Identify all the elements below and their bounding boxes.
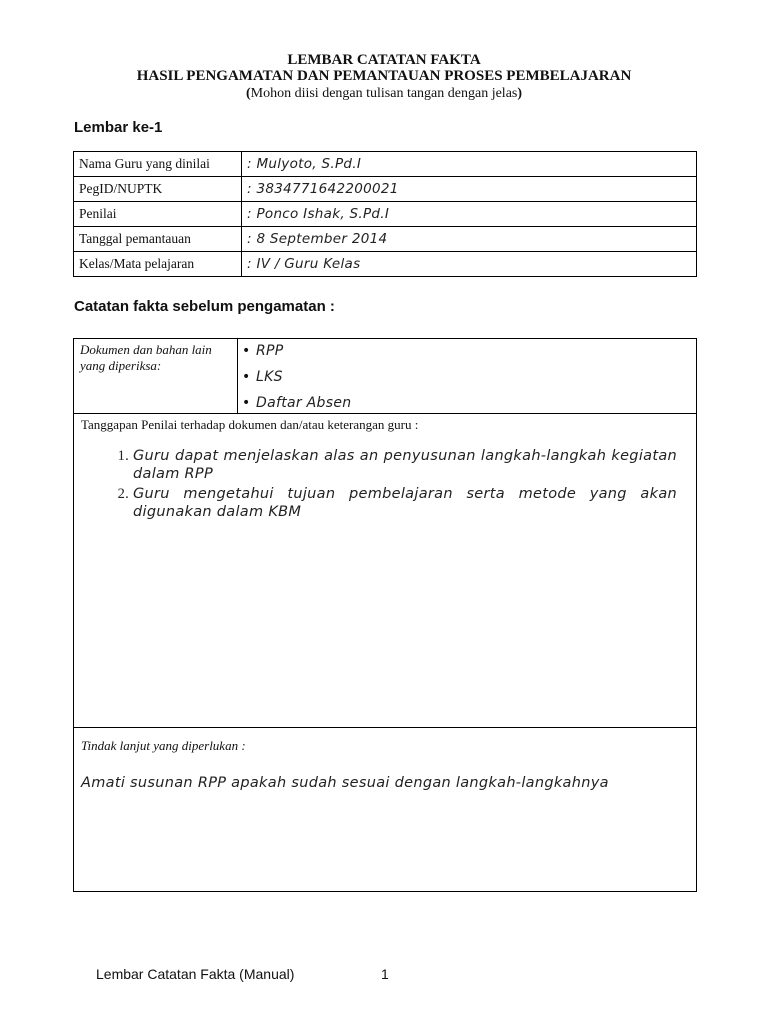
info-label: Nama Guru yang dinilai — [74, 152, 242, 177]
footer-text: Lembar Catatan Fakta (Manual) — [96, 966, 295, 982]
document-item: RPP — [256, 343, 284, 359]
bullet-icon: • — [242, 369, 251, 385]
info-label: Kelas/Mata pelajaran — [74, 252, 242, 277]
info-value-pegid[interactable]: : 3834771642200021 — [242, 177, 697, 202]
document-item: LKS — [256, 369, 283, 385]
bullet-icon: • — [242, 395, 251, 411]
document-title: LEMBAR CATATAN FAKTA — [287, 52, 481, 68]
document-instruction — [0, 86, 768, 102]
pre-observation-heading: Catatan fakta sebelum pengamatan : — [74, 298, 335, 315]
bullet-icon: • — [242, 343, 251, 359]
table-row — [74, 252, 697, 277]
list-item: 1. Guru dapat menjelaskan alas an penyusunan langkah-langkah kegiatan dalam RPP — [133, 447, 689, 483]
table-row — [74, 152, 697, 177]
table-row — [74, 227, 697, 252]
info-value-class-subject[interactable]: : IV / Guru Kelas — [242, 252, 697, 277]
info-label: Penilai — [74, 202, 242, 227]
sheet-label: Lembar ke-1 — [74, 119, 163, 136]
instruction-text: Mohon diisi dengan tulisan tangan dengan jelas — [250, 86, 518, 101]
response-list — [81, 447, 689, 521]
documents-label: Dokumen dan bahan lain yang diperiksa: — [73, 338, 238, 414]
table-row — [74, 202, 697, 227]
response-label: Tanggapan Penilai terhadap dokumen dan/atau keterangan guru : — [81, 417, 419, 432]
documents-list[interactable] — [237, 338, 697, 414]
table-row — [74, 177, 697, 202]
info-value-assessor[interactable]: : Ponco Ishak, S.Pd.I — [242, 202, 697, 227]
instruction-paren-close: ) — [517, 86, 523, 101]
list-item — [242, 367, 692, 393]
info-value-date[interactable]: : 8 September 2014 — [242, 227, 697, 252]
document-subtitle: HASIL PENGAMATAN DAN PEMANTAUAN PROSES PEMBELAJARAN — [136, 68, 632, 84]
info-label: PegID/NUPTK — [74, 177, 242, 202]
followup-box[interactable] — [73, 727, 697, 892]
list-item: 2. Guru mengetahui tujuan pembelajaran serta metode yang akan digunakan dalam KBM — [133, 485, 689, 521]
followup-label: Tindak lanjut yang diperlukan : — [81, 738, 246, 753]
followup-text: Amati susunan RPP apakah sudah sesuai dengan langkah-langkahnya — [81, 775, 609, 791]
teacher-info-table — [73, 151, 697, 277]
assessor-response-box[interactable] — [73, 413, 697, 728]
page-number: 1 — [381, 966, 389, 982]
instruction-paren-open: ( — [245, 86, 251, 101]
list-item — [242, 341, 692, 367]
info-label: Tanggal pemantauan — [74, 227, 242, 252]
info-value-teacher-name[interactable]: : Mulyoto, S.Pd.I — [242, 152, 697, 177]
document-item: Daftar Absen — [256, 395, 352, 411]
